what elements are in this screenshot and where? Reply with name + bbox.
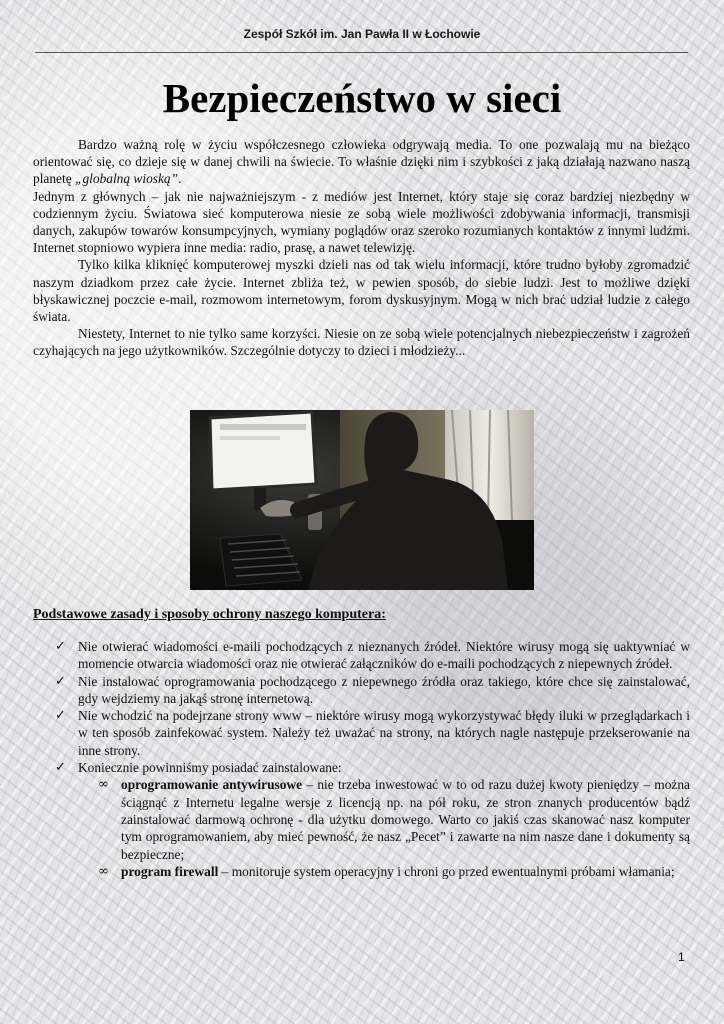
checkmark-icon: ✓	[55, 673, 66, 689]
checkmark-icon: ✓	[55, 760, 66, 776]
software-item-firewall	[78, 863, 690, 880]
section-title: Podstawowe zasady i sposoby ochrony naszego komputera:	[33, 607, 386, 622]
software-item-antivirus	[78, 776, 690, 862]
rule-item	[33, 707, 690, 759]
checkmark-icon: ✓	[55, 708, 66, 724]
rule-item	[33, 759, 690, 880]
intro-p1-end: .	[178, 171, 182, 187]
page-title: Bezpieczeństwo w sieci	[162, 75, 562, 121]
required-software-list	[78, 776, 690, 880]
rule-text: Nie instalować oprogramowania pochodzącego z niepewnego źródła oraz takiego, które chce się zainstalować, gdy wejdziemy na jakąś stronę internetową.	[78, 673, 690, 706]
software-term: oprogramowanie antywirusowe	[121, 777, 303, 793]
document-header: Zespół Szkół im. Jan Pawła II w Łochowie	[243, 27, 481, 41]
header-divider	[35, 52, 688, 53]
rule-item	[33, 638, 690, 673]
intro-section	[33, 136, 690, 360]
rule-text: Nie wchodzić na podejrzane strony www – niektóre wirusy mogą wykorzystywać błędy iluki w przeglądarkach i w ten sposób zainfekować system. Należy też uważać na strony, na których nagle następuje przekserowanie na inne strony.	[78, 708, 690, 758]
intro-paragraph-2: Jednym z głównych – jak nie najważniejszym - z mediów jest Internet, który staje się coraz bardziej niezbędny w codziennym życiu. Światowa sieć komputerowa niesie ze sobą wiele możliwości zdobywania informacji, transmisji danych, zakupów towarów konsumpcyjnych, wymiany poglądów oraz szeroko rozumianych kontaktów z innymi ludźmi. Internet stopniowo wypiera inne media: radio, prasę, a nawet telewizję.	[33, 188, 690, 256]
intro-paragraph-3: Tylko kilka kliknięć komputerowej myszki dzieli nas od tak wielu informacji, które trudno byłoby zgromadzić naszym dziadkom przez całe życie. Internet zbliża też, w pewien sposób, do siebie ludzi. Jest to możliwe dzięki błyskawicznej poczcie e-mail, rozmowom internetowym, forom dyskusyjnym. Mogą w nich brać udział ludzie z całego świata.	[33, 257, 690, 325]
monitor-screen	[210, 412, 316, 490]
infinity-bullet-icon: ∞	[98, 863, 109, 879]
photo-illustration	[190, 410, 534, 590]
software-term: program firewall	[121, 863, 219, 879]
rule-text: Nie otwierać wiadomości e-maili pochodzących z nieznanych źródeł. Niektóre wirusy mogą się uaktywniać w momencie otwarcia wiadomości oraz nie otwierać załączników do e-maili pochodzących z niepewnych źródeł.	[78, 639, 690, 672]
rule-item	[33, 673, 690, 708]
infinity-bullet-icon: ∞	[98, 777, 109, 793]
page-number: 1	[678, 950, 685, 964]
intro-paragraph-4: Niestety, Internet to nie tylko same korzyści. Niesie on ze sobą wiele potencjalnych niebezpieczeństw i zagrożeń czyhających na jego użytkowników. Szczególnie dotyczy to dzieci i młodzieży...	[33, 326, 690, 359]
software-description: – monitoruje system operacyjny i chroni go przed ewentualnymi próbami włamania;	[218, 863, 675, 879]
intro-paragraph-1	[33, 136, 690, 188]
software-description: – nie trzeba inwestować w to od razu dużej kwoty pieniędzy – można ściągnąć z Internetu legalne wersje z licencją np. na pół roku, ze stron znanych producentów bądź zainstalować darmową ochronę - dla użytku domowego. Warto co jakiś czas skanować nasz komputer tym oprogramowaniem, aby mieć pewność, że nasz „Pecet” i zawarte na nim nasze dane i dokumenty są bezpieczne;	[121, 777, 690, 862]
rules-list	[33, 638, 690, 880]
global-village-quote: „globalną wioską”	[75, 171, 179, 187]
checkmark-icon: ✓	[55, 639, 66, 654]
person-at-computer-photo	[190, 410, 534, 590]
protection-rules	[33, 638, 690, 880]
rule-text: Koniecznie powinniśmy posiadać zainstalowane:	[78, 760, 342, 776]
intro-p1-text: Bardzo ważną rolę w życiu współczesnego człowieka odgrywają media. To one pozwalają mu na bieżąco orientować się, co dzieje się w danej chwili na świecie. To właśnie dzięki nim i szybkości z jaką działają nazwano naszą planetę	[33, 137, 690, 187]
